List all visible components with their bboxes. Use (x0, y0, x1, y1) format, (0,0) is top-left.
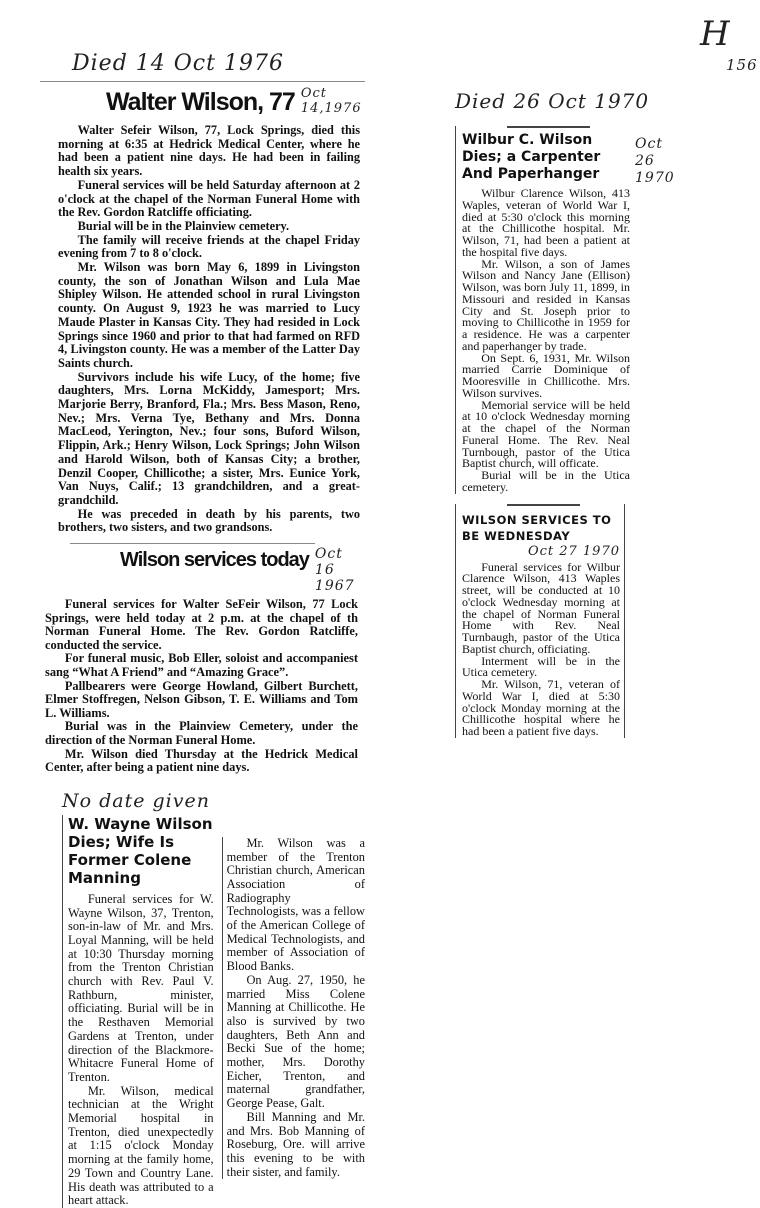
divider (40, 81, 365, 82)
wayne-headline: W. Wayne Wilson Dies; Wife Is Former Colene Manning (68, 814, 213, 887)
wilbur-services-headline: WILSON SERVICES TO BE WEDNESDAY (462, 512, 612, 543)
wayne-column-2 (222, 837, 365, 1180)
walter-services-headline: Wilson services today (120, 549, 309, 572)
handwritten-died-date-wilbur: Died 26 Oct 1970 (455, 89, 650, 113)
walter-services-body (45, 598, 358, 775)
paragraph: Bill Manning and Mr. and Mrs. Bob Manning of Roseburg, Ore. will arrive this evening to be with their sister, and family. (226, 1109, 365, 1179)
paragraph: Mr. Wilson was born May 6, 1899 in Livingston county, the son of Jonathan Wilson and Lula Mae Shipley Wilson. He attended school in rural Livingston county. On August 9, 1923 he was married to Lucy Maude Plaster in Kansas City. They had resided in Lock Springs since 1960 and prior to that had farmed on RFD 4, Livingston county. He was a member of the Latter Day Saints church. (58, 260, 360, 370)
right-clippings-column (455, 88, 695, 738)
paragraph: Funeral services for Walter SeFeir Wilson, 77 Lock Springs, were held today at 2 p.m. at the chapel of th Norman Funeral Home. The Rev. Gordon Ratcliffe, conducted the service. (45, 597, 358, 652)
paragraph: Mr. Wilson was a member of the Trenton Christian church, American Association of Radiography Technologists, was a fellow of the American College of Medical Technologists, and member of Association of Blood Banks. (226, 835, 365, 974)
paragraph: Wilbur Clarence Wilson, 413 Waples, veteran of World War I, died at 5:30 o'clock this morning at the Chillicothe hospital. Mr. Wilson, 71, had been a patient at the hospital five days. (462, 186, 630, 259)
wayne-column-1 (68, 893, 214, 1208)
paragraph: Pallbearers were George Howland, Gilbert Burchett, Elmer Stoffregen, Nelson Gibson, T. E. Williams and Tom L. Williams. (45, 678, 358, 720)
paragraph: Burial was in the Plainview Cemetery, under the direction of the Norman Funeral Home. (45, 719, 358, 748)
handwritten-wilbur-date: Oct 26 1970 (635, 136, 675, 186)
handwritten-wilbur-services-date: Oct 27 1970 (527, 543, 620, 559)
paragraph: The family will receive friends at the chapel Friday evening from 7 to 8 o'clock. (58, 232, 360, 261)
walter-obituary-body (58, 124, 360, 535)
walter-headline: Walter Wilson, 77 (106, 88, 295, 116)
left-clippings-column (40, 50, 365, 1208)
walter-headline-row (106, 86, 365, 118)
paragraph: On Aug. 27, 1950, he married Miss Colene Manning at Chillicothe. He also is survived by two daughters, Beth Ann and Becki Sue of the home; mother, Mrs. Dorothy Eicher, Trenton, and maternal grandfather, George Pease, Galt. (226, 972, 365, 1111)
paragraph: He was preceded in death by his parents, two brothers, two sisters, and two grandsons. (58, 506, 360, 535)
wayne-obituary (62, 815, 365, 1208)
wilbur-services (455, 504, 625, 738)
wilbur-obituary (455, 126, 630, 494)
paragraph: Memorial service will be held at 10 o'clock Wednesday morning at the chapel of the Norman Funeral Home. The Rev. Neal Turnbough, pastor of the Utica Baptist church, will officate. (462, 397, 630, 471)
divider (507, 126, 590, 128)
wayne-column-1-wrap (62, 815, 214, 1208)
wilbur-obituary-body (462, 188, 630, 494)
paragraph: For funeral music, Bob Eller, soloist and accompaniest sang “What A Friend” and “Amazing Grace”. (45, 651, 358, 680)
handwritten-died-date-walter: Died 14 Oct 1976 (72, 51, 284, 76)
handwritten-page-number: 156 (726, 56, 758, 74)
paragraph: Mr. Wilson died Thursday at the Hedrick Medical Center, after being a patient nine days. (45, 746, 358, 775)
paragraph: On Sept. 6, 1931, Mr. Wilson married Carrie Dominique of Mooresville in Chillicothe. Mrs. Wilson survives. (462, 350, 630, 400)
wilbur-services-body (462, 559, 620, 738)
walter-services-headline-row (120, 546, 365, 594)
divider (70, 543, 315, 544)
paragraph: Burial will be in the Plainview cemetery. (77, 218, 290, 233)
divider (507, 504, 580, 506)
paragraph: Funeral services for W. Wayne Wilson, 37, Trenton, son-in-law of Mr. and Mrs. Loyal Manning, will be held at 10:30 Thursday morning from the Trenton Christian church with Rev. Paul V. Rathburn, minister, officiating. Burial will be in the Resthaven Memorial Gardens at Trenton, under direction of the Blackmore-Whitacre Funeral Home of Trenton. (68, 891, 214, 1084)
paragraph: Funeral services for Wilbur Clarence Wilson, 413 Waples street, will be conducted at 10 o'clock Wednesday morning at the chapel of Norman Funeral Home with Rev. Neal Turnbaugh, pastor of the Utica Baptist church, officiating. (462, 559, 620, 656)
paragraph: Survivors include his wife Lucy, of the home; five daughters, Mrs. Lorna McKiddy, Jamesport; Mrs. Marjorie Berry, Branford, Fla.; Mrs. Bess Mason, Reno, Nev.; Mrs. Verna Tye, Bethany and Mrs. Donna MacLeod, Yerington, Nev.; four sons, Buford Wilson, Flippin, Ark.; Henry Wilson, Lock Springs; John Wilson and Harold Wilson, both of Kansas City; a brother, Denzil Cooper, Chillicothe; a sister, Mrs. Eunice York, Van Nuys, Calif.; 13 grandchildren, and a great-grandchild. (58, 369, 360, 507)
paragraph: Burial will be in the Utica cemetery. (462, 468, 630, 494)
handwritten-services-date: Oct 16 1967 (314, 546, 355, 595)
paragraph: Interment will be in the Utica cemetery. (462, 653, 620, 680)
wilbur-headline: Wilbur C. Wilson Dies; a Carpenter And Paperhanger (462, 132, 601, 182)
paragraph: Mr. Wilson, medical technician at the Wright Memorial hospital in Trenton, died unexpectedly at 1:15 o'clock Monday morning at the family home, 29 Town and Country Lane. His death was attributed to a heart attack. (68, 1083, 214, 1208)
handwritten-no-date: No date given (62, 789, 210, 812)
handwritten-page-mark: H (700, 14, 731, 54)
paragraph: Mr. Wilson, 71, veteran of World War I, died at 5:30 o'clock Monday morning at the Chillicothe hospital where he had been a patient five days. (462, 677, 620, 738)
paragraph: Mr. Wilson, a son of James Wilson and Nancy Jane (Ellison) Wilson, was born July 11, 1899, in Missouri and resided in Kansas City and St. Joseph prior to moving to Chillicothe in 1959 for a residence. He was a carpenter and paperhanger by trade. (462, 256, 630, 353)
paragraph: Walter Sefeir Wilson, 77, Lock Springs, died this morning at 6:35 at Hedrick Medical Center, where he had been a patient nine days. He had been in failing health six years. (58, 123, 360, 179)
handwritten-walter-headline-date: Oct 14,1976 (300, 86, 362, 116)
paragraph: Funeral services will be held Saturday afternoon at 2 o'clock at the chapel of the Norman Funeral Home with the Rev. Gordon Ratcliffe officiating. (58, 177, 360, 220)
